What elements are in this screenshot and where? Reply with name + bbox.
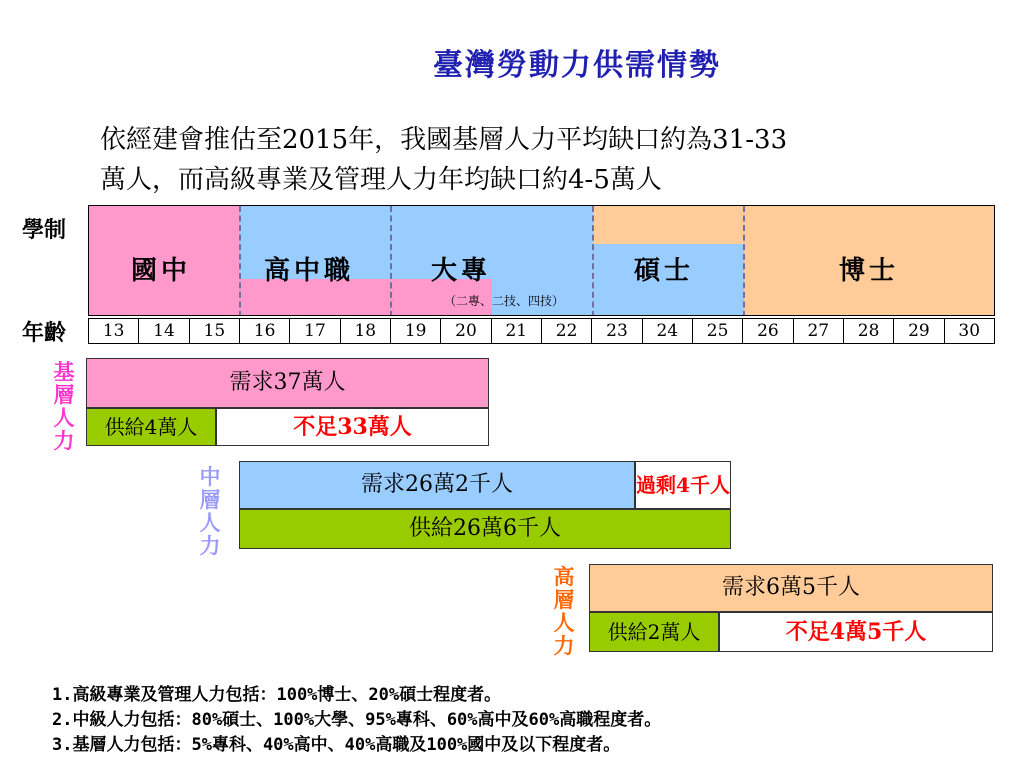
age-cell: 29 [894, 319, 944, 343]
page-title: 臺灣勞動力供需情勢 [433, 48, 721, 83]
basic-supply-bar: 供給4萬人 [86, 408, 216, 446]
label-senior-vocational: 高中職 [264, 256, 355, 286]
high-gap-bar: 不足4萬5千人 [719, 612, 993, 652]
age-cell: 22 [542, 319, 592, 343]
high-supply-bar: 供給2萬人 [589, 612, 719, 652]
age-cell: 17 [290, 319, 340, 343]
divider [390, 206, 392, 316]
high-manpower-label: 高 層 人 力 [553, 564, 575, 658]
high-demand-bar: 需求6萬5千人 [589, 564, 993, 612]
label-master: 碩士 [634, 256, 695, 286]
age-cell: 23 [592, 319, 642, 343]
footnote-2: 2.中級人力包括：80%碩士、100%大學、95%專科、60%高中及60%高職程度者。 [52, 710, 662, 730]
age-row [88, 318, 995, 344]
intro-paragraph [100, 120, 980, 200]
footnote-3: 3.基層人力包括：5%專科、40%高中、40%高職及100%國中及以下程度者。 [52, 735, 621, 755]
education-band [88, 205, 995, 316]
age-row-label: 年齡 [22, 320, 67, 346]
education-row-label: 學制 [22, 217, 67, 243]
age-cell: 18 [341, 319, 391, 343]
age-cell: 13 [89, 319, 139, 343]
age-cell: 28 [844, 319, 894, 343]
footnote-1: 1.高級專業及管理人力包括：100%博士、20%碩士程度者。 [52, 685, 502, 705]
intro-line-1: 依經建會推估至2015年，我國基層人力平均缺口約為31-33 [100, 125, 788, 155]
age-cell: 15 [190, 319, 240, 343]
divider [743, 206, 745, 316]
age-cell: 14 [139, 319, 189, 343]
age-cell: 24 [643, 319, 693, 343]
basic-manpower-label: 基 層 人 力 [53, 359, 75, 453]
divider [239, 206, 241, 316]
middle-manpower-label: 中 層 人 力 [199, 464, 221, 558]
age-cell: 26 [743, 319, 793, 343]
label-junior-high: 國中 [131, 256, 192, 286]
label-college-note: （二專、二技、四技） [444, 294, 565, 308]
label-college: 大專 [431, 256, 492, 286]
label-phd: 博士 [839, 256, 900, 286]
age-cell: 16 [240, 319, 290, 343]
age-cell: 19 [391, 319, 441, 343]
age-cell: 30 [958, 321, 981, 341]
middle-supply-bar: 供給26萬6千人 [239, 509, 731, 549]
segment-master-upper [593, 206, 744, 244]
basic-demand-bar: 需求37萬人 [86, 358, 489, 408]
middle-demand-bar: 需求26萬2千人 [239, 461, 635, 509]
age-cell: 25 [693, 319, 743, 343]
divider [592, 206, 594, 316]
age-cell: 20 [441, 319, 491, 343]
age-cell: 21 [492, 319, 542, 343]
intro-line-2: 萬人，而高級專業及管理人力年均缺口約4-5萬人 [100, 165, 662, 195]
age-cell: 27 [794, 319, 844, 343]
basic-gap-bar: 不足33萬人 [216, 408, 489, 446]
middle-surplus-bar: 過剩4千人 [635, 461, 731, 509]
